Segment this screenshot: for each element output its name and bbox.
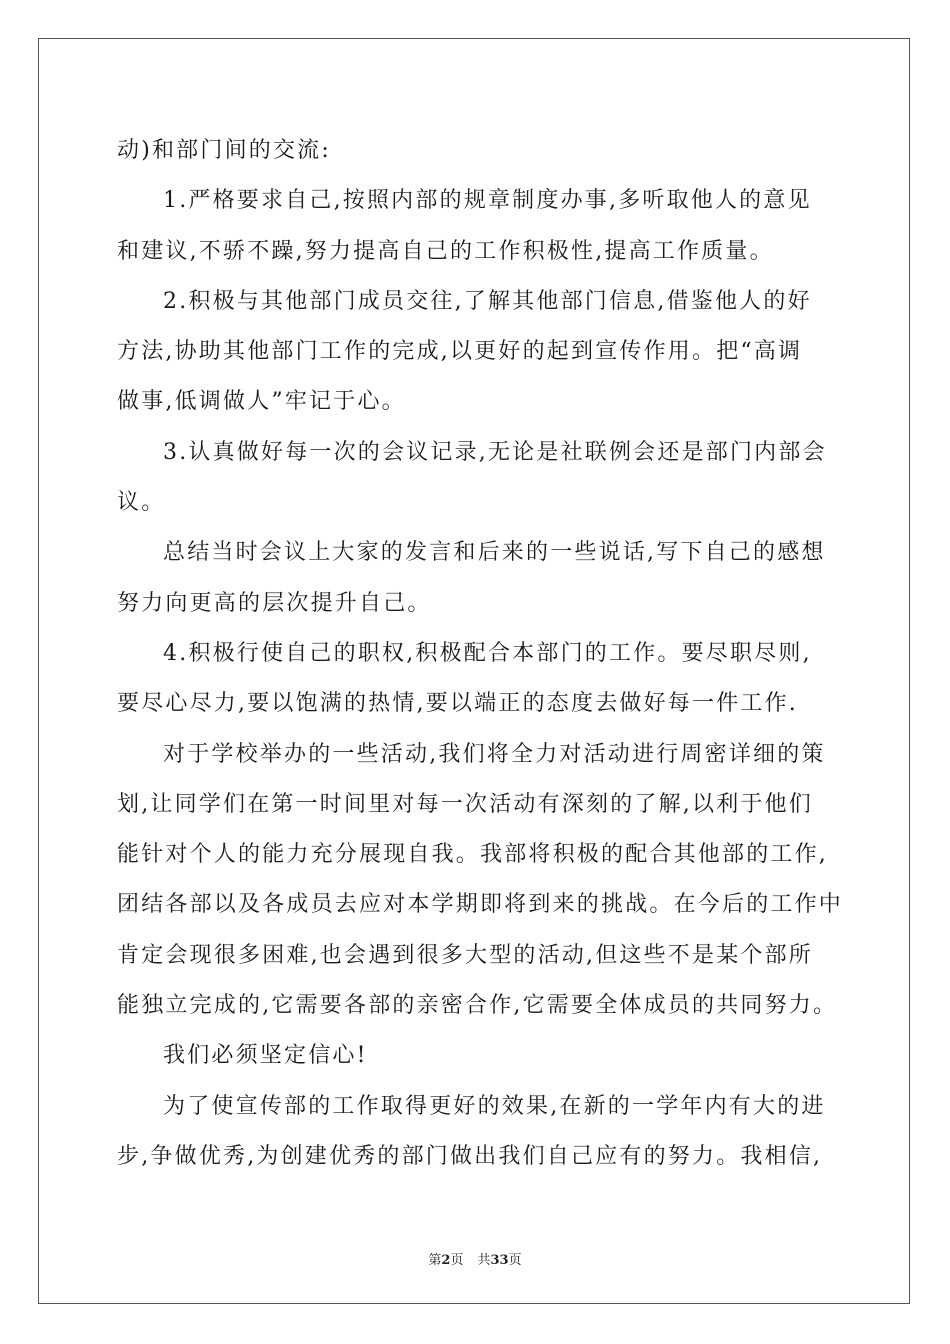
text-line: 努力向更高的层次提升自己。 xyxy=(117,590,432,616)
text-line: 4.积极行使自己的职权,积极配合本部门的工作。要尽职尽则, xyxy=(163,640,812,666)
document-body xyxy=(117,126,844,1182)
text-line: 能针对个人的能力充分展现自我。我部将积极的配合其他部的工作, xyxy=(117,842,828,868)
text-line: 3.认真做好每一次的会议记录,无论是社联例会还是部门内部会 xyxy=(163,439,827,465)
text-line: 总结当时会议上大家的发言和后来的一些说话,写下自己的感想 xyxy=(163,540,826,566)
text-line: 能独立完成的,它需要各部的亲密合作,它需要全体成员的共同努力。 xyxy=(117,993,838,1019)
text-line: 议。 xyxy=(117,490,166,516)
text-line: 我们必须坚定信心! xyxy=(163,1043,368,1069)
text-line: 动)和部门间的交流: xyxy=(117,138,331,163)
text-line: 步,争做优秀,为创建优秀的部门做出我们自己应有的努力。我相信, xyxy=(117,1143,823,1169)
text-line: 团结各部以及各成员去应对本学期即将到来的挑战。在今后的工作中 xyxy=(117,892,844,918)
text-line: 肯定会现很多困难,也会遇到很多大型的活动,但这些不是某个部所 xyxy=(117,942,813,968)
page-prefix: 第 xyxy=(428,1253,442,1268)
text-line: 1.严格要求自己,按照内部的规章制度办事,多听取他人的意见 xyxy=(163,188,812,214)
page-number: 2 xyxy=(441,1253,451,1268)
page-suffix: 页 xyxy=(450,1253,464,1268)
text-line: 2.积极与其他部门成员交往,了解其他部门信息,借鉴他人的好 xyxy=(163,288,812,314)
text-line: 划,让同学们在第一时间里对每一次活动有深刻的了解,以利于他们 xyxy=(117,791,813,817)
text-line: 对于学校举办的一些活动,我们将全力对活动进行周密详细的策 xyxy=(163,741,826,767)
total-suffix: 页 xyxy=(508,1253,522,1268)
text-line: 做事,低调做人”牢记于心。 xyxy=(117,389,406,415)
text-line: 和建议,不骄不躁,努力提高自己的工作积极性,提高工作质量。 xyxy=(117,238,774,264)
text-line: 方法,协助其他部门工作的完成,以更好的起到宣传作用。把“高调 xyxy=(117,339,803,365)
text-line: 为了使宣传部的工作取得更好的效果,在新的一学年内有大的进 xyxy=(163,1093,826,1119)
total-prefix: 共 xyxy=(477,1253,491,1268)
total-pages: 33 xyxy=(490,1253,509,1268)
page-footer xyxy=(0,1249,950,1268)
text-line: 要尽心尽力,要以饱满的热情,要以端正的态度去做好每一件工作. xyxy=(117,691,798,717)
